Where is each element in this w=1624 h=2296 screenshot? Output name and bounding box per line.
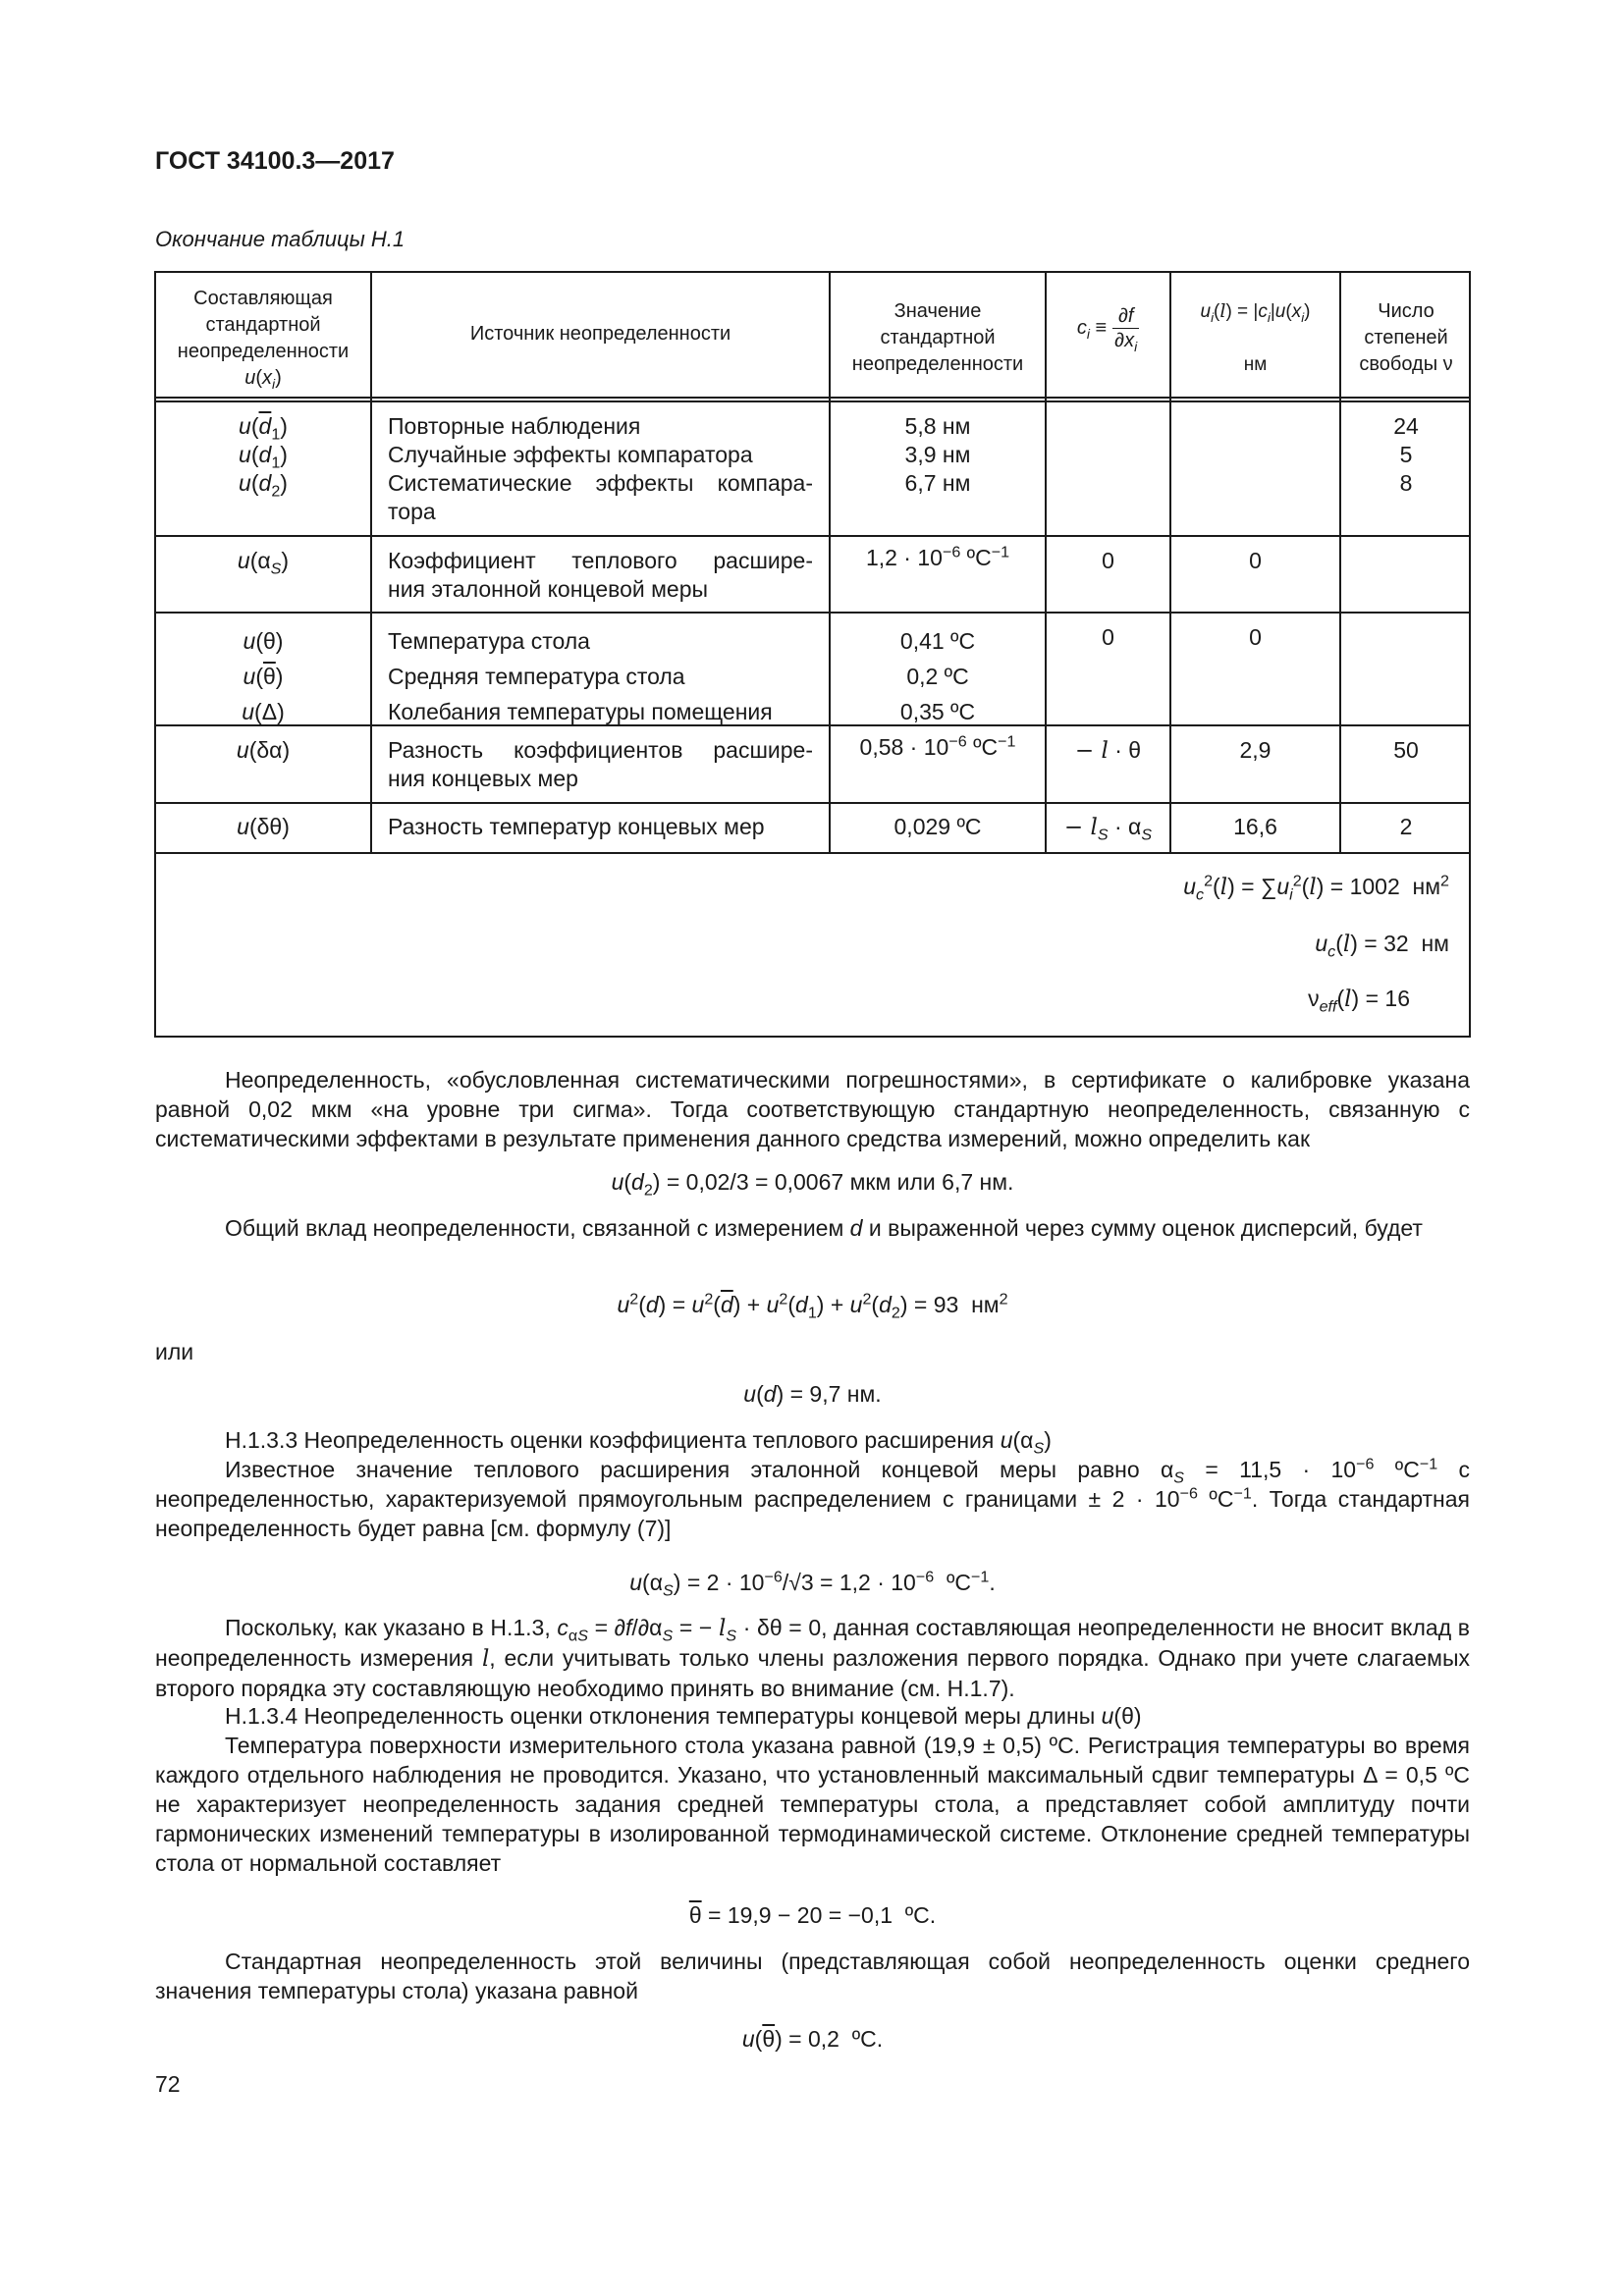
row5-dof: 2	[1399, 814, 1413, 839]
row2-sensitivity: 0	[1102, 548, 1114, 573]
row4-sensitivity: − l · θ	[1074, 737, 1142, 764]
row2-value: $1,2 \cdot 10^{-6}$ ºC$^{-1}$	[865, 543, 1010, 570]
paragraph-second-order: Поскольку, как указано в Н.1.3, $c_{\alpha S} = \partial f/\partial\alpha_S$ = − $l_S \cdot \delta\theta = 0$, данная составляющая неопределенности не вносит вклад в неопределенность измерения l, если учитывать только члены разложения первого порядка. Однако при учете слагаемых второго порядка эту составляющую необходимо принять во внимание (см. Н.1.7).	[155, 1615, 1470, 1701]
row4-value: $0,58 \cdot 10^{-6}$ ºC$^{-1}$	[859, 732, 1016, 760]
paragraph-table-temperature: Температура поверхности измерительного стола указана равной (19,9 ± 0,5) ºC. Регистрация температуры во время каждого отдельного наблюдения не проводится. Указано, что установленный максимальный сдвиг температуры Δ = 0,5 ºC не характеризует неопределенность задания средней температуры стола, а представляет собой амплитуду почти гармонических изменений температуры в изолированной термодинамической системе. Отклонение средней температуры стола от нормальной составляет	[155, 1733, 1470, 1876]
row4-source: Разность коэффициентов расшире- ния концевых мер	[388, 737, 813, 791]
formula-u-alpha: $u(\alpha_S) = 2 \cdot 10^{-6}/√3 = 1,2 \cdot 10^{-6}$ ºC$^{-1}$.	[629, 1568, 996, 1600]
formula-u-d2: $u(d_2) = 0,02/3 = 0,0067$ мкм или 6,7 нм.	[611, 1169, 1014, 1200]
row5-contribution: 16,6	[1233, 814, 1277, 839]
row2-contribution: 0	[1249, 548, 1262, 573]
row3-source: Температура стола Средняя температура стола Колебания температуры помещения	[388, 628, 773, 724]
col-header-dof: Число степеней свободы ν	[1359, 300, 1453, 375]
summary-combined-uncertainty: $u_c(l) = 32$ нм	[1315, 931, 1449, 961]
row4-contribution: 2,9	[1239, 737, 1272, 763]
paragraph-thermal-expansion: Известное значение теплового расширения эталонной концевой меры равно $\alpha_S = 11,5 \cdot 10^{-6}$ ºC$^{-1}$ с неопределенностью, характеризуемой прямоугольным распределением с границами ± $2 \cdot 10^{-6}$ ºC$^{-1}$. Тогда стандартная неопределенность будет равна [см. формулу (7)]	[155, 1455, 1471, 1541]
col-header-contribution: $u_i(l) = |c_i|u(x_i)$ нм	[1200, 300, 1311, 375]
document-title: ГОСТ 34100.3—2017	[155, 147, 395, 175]
page-number: 72	[155, 2071, 181, 2097]
col-header-sensitivity: $c_i$ ≡ ∂f $\partial x_i$	[1076, 305, 1138, 354]
section-heading-H134: Н.1.3.4 Неопределенность оценки отклонения температуры концевой меры длины u(θ)	[225, 1703, 1142, 1729]
row3-component: u(θ) $u(\overline{\theta})$ u(Δ)	[242, 628, 285, 724]
row4-dof: 50	[1393, 737, 1419, 763]
row5-value: 0,029 ºC	[893, 814, 982, 839]
row2-source: Коэффициент теплового расшире- ния эталонной концевой меры	[388, 548, 813, 602]
col-header-component: Составляющая стандартной неопределенности $u(x_i)$	[177, 288, 350, 392]
formula-theta-mean: $\overline{\theta} = 19,9 - 20 = -0,1$ ºC.	[688, 1902, 937, 1928]
row4-component: u(δα)	[236, 737, 291, 763]
formula-u-d: u(d) = 9,7 нм.	[743, 1381, 882, 1407]
row3-contribution: 0	[1249, 624, 1262, 650]
formula-u-theta-mean: $u(\overline{\theta}) = 0,2$ ºC.	[741, 2026, 884, 2052]
paragraph-systematic: Неопределенность, «обусловленная систематическими погрешностями», в сертификате о калибровке указана равной 0,02 мкм «на уровне три сигма». Тогда соответствующую стандартную неопределенность, связанную с систематическими эффектами в результате применения данного средства измерений, можно определить как	[155, 1067, 1470, 1151]
row1-component: $u(\overline{d}_1)$ $u(d_1)$ $u(d_2)$	[239, 413, 288, 501]
row3-sensitivity: 0	[1102, 624, 1114, 650]
formula-u2-d: $u^2(d) = u^2(\overline{d}) + u^2(d_1) + u^2(d_2) = 93$ $нм^2$	[617, 1290, 1008, 1322]
summary-combined-variance: $u_c^2(l) = \sum u_i^2(l) = 1002$ $нм^2$	[1183, 872, 1449, 904]
col-header-source: Источник неопределенности	[469, 323, 731, 345]
paragraph-total-contribution: Общий вклад неопределенности, связанной с измерением d и выраженной через сумму оценок дисперсий, будет	[225, 1215, 1423, 1241]
row5-component: u(δθ)	[237, 814, 290, 839]
row2-component: $u(\alpha_S)$	[237, 548, 290, 578]
col-header-value: Значение стандартной неопределенности	[851, 300, 1024, 375]
uncertainty-table	[154, 271, 1471, 1038]
row5-sensitivity: − $l_S \cdot \alpha_S$	[1063, 814, 1153, 844]
row3-value: 0,41 ºC 0,2 ºC 0,35 ºC	[899, 628, 976, 724]
row1-dof: 24 5 8	[1393, 413, 1419, 496]
row5-source: Разность температур концевых мер	[388, 814, 765, 839]
paragraph-std-uncertainty: Стандартная неопределенность этой величины (представляющая собой неопределенность оценки среднего значения температуры стола) указана равной	[155, 1949, 1470, 2003]
row1-source: Повторные наблюдения Случайные эффекты компаратора Систематические эффекты компара- тора	[388, 413, 813, 524]
summary-effective-dof: $\nu_{eff}(l) = 16$	[1308, 986, 1410, 1016]
paragraph-or: или	[155, 1339, 194, 1364]
section-heading-H133: Н.1.3.3 Неопределенность оценки коэффициента теплового расширения $u(\alpha_S)$	[225, 1427, 1052, 1458]
table-caption: Окончание таблицы Н.1	[155, 227, 406, 251]
row1-value: 5,8 нм 3,9 нм 6,7 нм	[904, 413, 971, 496]
